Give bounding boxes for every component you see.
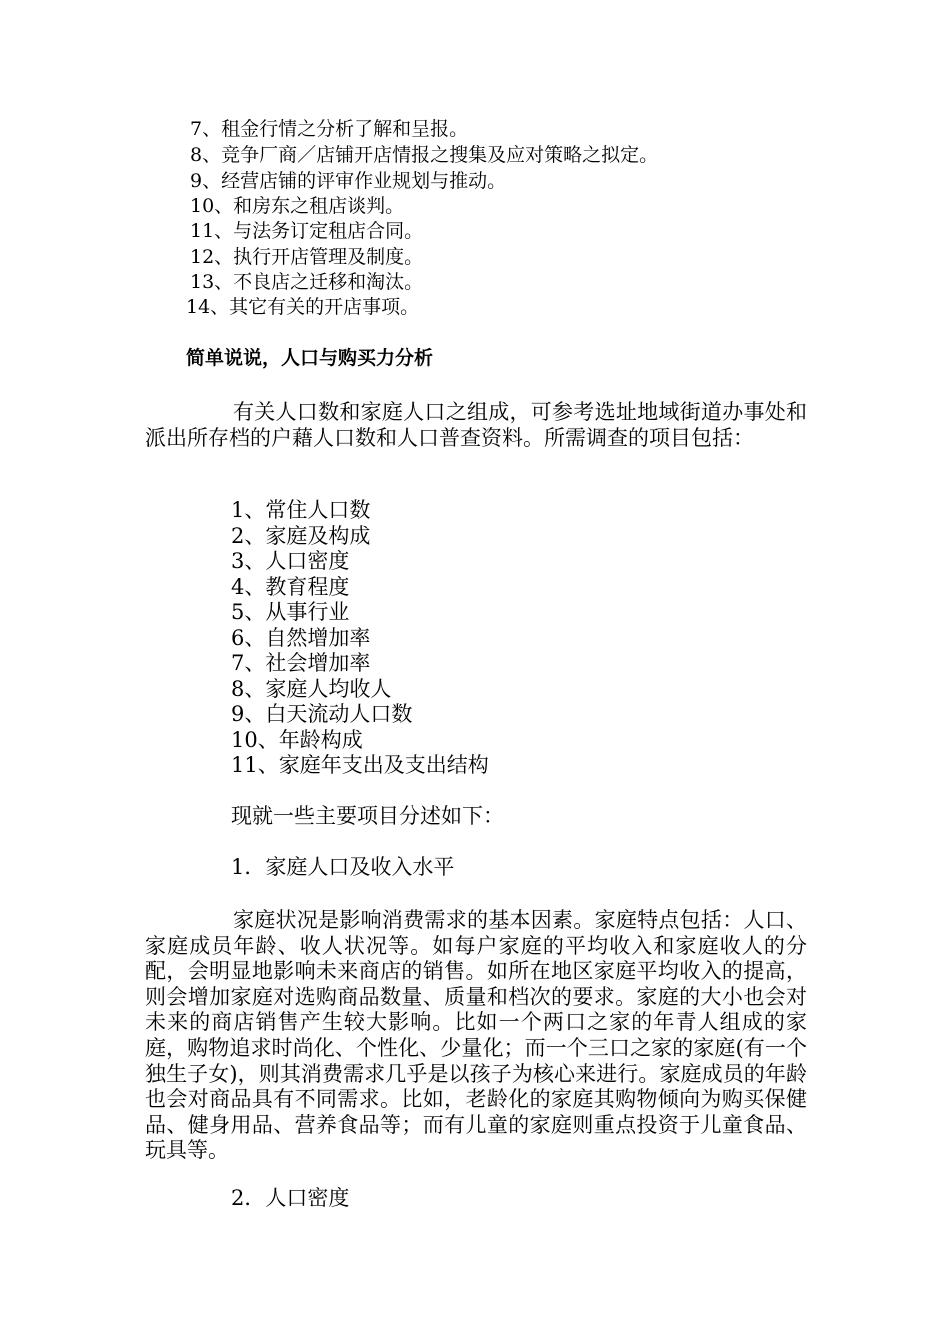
top-item-14: 14、其它有关的开店事项。 bbox=[186, 296, 420, 318]
survey-item-2: 2、家庭及构成 bbox=[231, 524, 371, 548]
survey-item-8: 8、家庭人均收人 bbox=[231, 677, 392, 701]
survey-item-11: 11、家庭年支出及支出结构 bbox=[231, 753, 489, 777]
top-item-8: 8、竞争厂商／店铺开店情报之搜集及应对策略之拟定。 bbox=[190, 144, 659, 166]
subsection-1-paragraph: 家庭状况是影响消费需求的基本因素。家庭特点包括：人口、家庭成员年龄、收人状况等。如每户家庭的平均收入和家庭收人的分配，会明显地影响未来商店的销售。如所在地区家庭平均收入的提高，则会增加家庭对选购商品数量、质量和档次的要求。家庭的大小也会对未来的商店销售产生较大影响。比如一个两口之家的年青人组成的家庭，购物追求时尚化、个性化、少量化；而一个三口之家的家庭(有一个独生子女)，则其消费需求几乎是以孩子为核心来进行。家庭成员的年龄也会对商品具有不同需求。比如，老龄化的家庭其购物倾向为购买保健品、健身用品、营养食品等；而有儿童的家庭则重点投资于儿童食品、玩具等。 bbox=[145, 908, 807, 1163]
survey-item-1: 1、常住人口数 bbox=[231, 498, 371, 522]
section-title: 简单说说，人口与购买力分析 bbox=[186, 347, 434, 369]
survey-item-10: 10、年龄构成 bbox=[231, 728, 363, 752]
top-item-10: 10、和房东之租店谈判。 bbox=[190, 195, 405, 217]
lead-in-text: 现就一些主要项目分述如下： bbox=[231, 804, 504, 828]
survey-item-4: 4、教育程度 bbox=[231, 575, 350, 599]
survey-item-6: 6、自然增加率 bbox=[231, 626, 371, 650]
top-item-12: 12、执行开店管理及制度。 bbox=[190, 246, 424, 268]
survey-item-3: 3、人口密度 bbox=[231, 549, 350, 573]
intro-paragraph: 有关人口数和家庭人口之组成，可参考选址地域街道办事处和派出所存档的户藉人口数和人口普查资料。所需调查的项目包括： bbox=[145, 400, 807, 450]
top-item-7: 7、租金行情之分析了解和呈报。 bbox=[190, 118, 469, 140]
survey-item-9: 9、白天流动人口数 bbox=[231, 702, 413, 726]
survey-item-5: 5、从事行业 bbox=[231, 600, 350, 624]
subsection-1-title: 1．家庭人口及收入水平 bbox=[231, 855, 455, 879]
top-item-13: 13、不良店之迁移和淘汰。 bbox=[190, 271, 424, 293]
top-item-11: 11、与法务订定租店合同。 bbox=[190, 220, 424, 242]
top-item-9: 9、经营店铺的评审作业规划与推动。 bbox=[190, 170, 507, 192]
survey-item-7: 7、社会增加率 bbox=[231, 651, 371, 675]
subsection-2-title: 2．人口密度 bbox=[231, 1186, 350, 1210]
